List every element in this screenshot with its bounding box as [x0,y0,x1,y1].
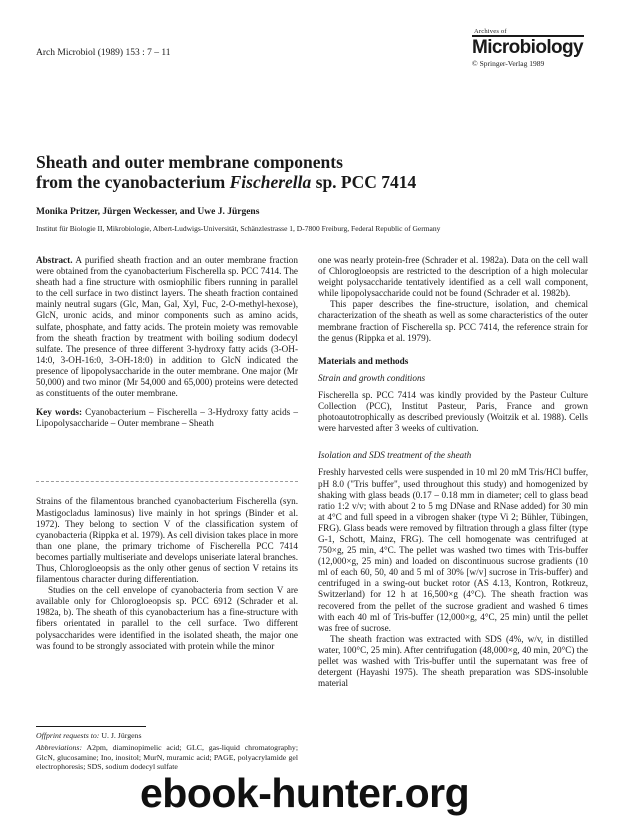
footnote-rule [36,726,146,727]
watermark-text: ebook-hunter.org [140,770,470,816]
affiliation: Institut für Biologie II, Mikrobiologie, Albert-Ludwigs-Universität, Schänzlestrasse 1, D-7800 Freiburg, Federal Republic of Germany [36,224,441,233]
title-line-2-post: sp. PCC 7414 [311,172,417,192]
abstract-label: Abstract. [36,255,73,265]
right-paragraph-1: one was nearly protein-free (Schrader et al. 1982a). Data on the cell wall of Chlorogloeopsis are restricted to the description of a high molecular weight polysaccharide tentatively identified as a cell wall component, while lipopolysaccharide could not be found (Schrader et al. 1982b). [318,255,588,299]
abstract-text: A purified sheath fraction and an outer membrane fraction were obtained from the cyanobacterium Fischerella sp. PCC 7414. The sheath had a fine structure with osmiophilic fibers running in parallel to the cell surface in two distinct layers. The sheath fraction contained mainly neutral sugars (Glc, Man, Gal, Xyl, Fuc, 2-O-methyl-hexose), GlcN, uronic acids, and minor components such as amino acids, sulfate, phosphate, and fatty acids. The protein moiety was removable from the sheath fraction by treatment with boiling sodium dodecyl sulfate. The presence of three different 3-hydroxy fatty acids (3-OH-14:0, 3-OH-16:0, 3-OH-18:0) in addition to GlcN indicated the presence of lipopolysaccharide in the outer membrane. One major (Mr 50,000) and two minor (Mr 54,000 and 65,000) proteins were detected as constituents of the outer membrane. [36,255,298,399]
left-column [36,255,298,652]
title-genus: Fischerella [229,172,312,192]
author-list: Monika Pritzer, Jürgen Weckesser, and Uwe J. Jürgens [36,207,260,217]
paper-title [36,152,596,192]
abbreviations-text: A2pm, diaminopimelic acid; GLC, gas-liquid chromatography; GlcN, glucosamine; Ino, inositol; MurN, muramic acid; PAGE, polyacrylamide gel electrophoresis; SDS, sodium dodecyl sulfate [36,742,298,772]
journal-logo [472,28,602,68]
intro-paragraph-2: Studies on the cell envelope of cyanobacteria from section V are available only for Chlorogloeopsis sp. PCC 6912 (Schrader et al. 1982a, b). The sheath of this cyanobacterium has a fine-structure with fibers orientated in parallel to the cell surface. Two different polysaccharides were identified in the isolated sheath, the major one was found to be strongly associated with protein while the minor [36,585,298,651]
offprint-footnote [36,731,298,741]
title-line-2-pre: from the cyanobacterium [36,172,230,192]
offprint-label: Offprint requests to: [36,731,100,740]
footnotes [36,726,298,774]
abbreviations-label: Abbreviations: [36,742,83,752]
methods-heading: Materials and methods [318,355,409,366]
keywords-text: Cyanobacterium – Fischerella – 3-Hydroxy fatty acids – Lipopolysaccharide – Outer membrane – Sheath [36,407,298,429]
abbreviations-footnote [36,743,298,772]
publisher-copyright: © Springer-Verlag 1989 [472,59,545,68]
section-divider [36,481,298,482]
keywords [36,407,298,429]
strain-paragraph: Fischerella sp. PCC 7414 was kindly provided by the Pasteur Culture Collection (PCC), Institut Pasteur, Paris, France and grown photoautotrophically as described previously (Woitzik et al. 1988). Cells were harvested after 3 weeks of cultivation. [318,389,588,434]
isolation-paragraph: Freshly harvested cells were suspended in 10 ml 20 mM Tris/HCl buffer, pH 8.0 ("Tris buffer", used throughout this study) and homogenized by shaking with glass beads (0.17 – 0.18 mm in diameter; cell to glass bead ratio 1:2 v/v; with about 2 to 5 mg DNase and RNase added) for 30 min at 4°C and full speed in a vibrogen shaker (type Vi 2; Bühler, Tübingen, FRG). Glass beads were removed by filtration through a glass filter (type G-1, Schott, Mainz, FRG). The cell homogenate was centrifuged at 750×g, 25 min, 4°C. The pellet was washed two times with Tris-buffer (12,000×g, 25 min) and loaded on discontinuous sucrose gradients (10 ml of each 60, 50, 40 and 5 ml of 30% [w/v] sucrose in Tris-buffer) and centrifuged in a swing-out bucket rotor (AS 4.13, Kontron, Rotkreuz, Switzerland) for 12 h at 16,500×g (4°C). The sheath fraction was recovered from the pellet of the sucrose gradient and washed 6 times with each 40 ml of Tris-buffer (12,000×g, 4°C, 25 min) until the pellet was free of sucrose. [318,467,588,633]
sds-paragraph: The sheath fraction was extracted with SDS (4%, w/v, in distilled water, 100°C, 25 min). After centrifugation (48,000×g, 40 min, 20°C) the pellet was washed with Tris-buffer until the supernatant was free of detergent (Hayashi 1975). The sheath preparation was SDS-insoluble material [318,633,588,689]
abstract [36,255,298,399]
paragraph-gap [318,434,588,446]
title-line-1: Sheath and outer membrane components [36,152,343,172]
journal-citation: Arch Microbiol (1989) 153 : 7 – 11 [36,48,171,58]
title-line-2 [36,172,596,192]
right-paragraph-2: This paper describes the fine-structure, isolation, and chemical characterization of the sheath as well as some characteristics of the outer membrane fraction of Fischerella sp. PCC 7414, the reference strain for the genus (Rippka et al. 1979). [318,299,588,343]
journal-name: Microbiology [472,37,584,58]
keywords-label: Key words: [36,407,83,418]
journal-small-label: Archives of [474,28,507,35]
isolation-heading: Isolation and SDS treatment of the sheath [318,450,472,461]
intro-paragraph-1: Strains of the filamentous branched cyanobacterium Fischerella (syn. Mastigocladus laminosus) live mainly in hot springs (Binder et al. 1972). They belong to section V of the classification system of cyanobacteria (Rippka et al. 1979). As cell division takes place in more than one plane, the primary trichome of Fischerella PCC 7414 becomes partially multiseriate and develops uniseriate lateral branches. Thus, Chlorogloeopsis as the only other genus of section V retains its filamentous character during differentiation. [36,496,299,585]
offprint-name: U. J. Jürgens [99,731,142,740]
right-column [318,255,588,689]
strain-heading: Strain and growth conditions [318,372,426,383]
